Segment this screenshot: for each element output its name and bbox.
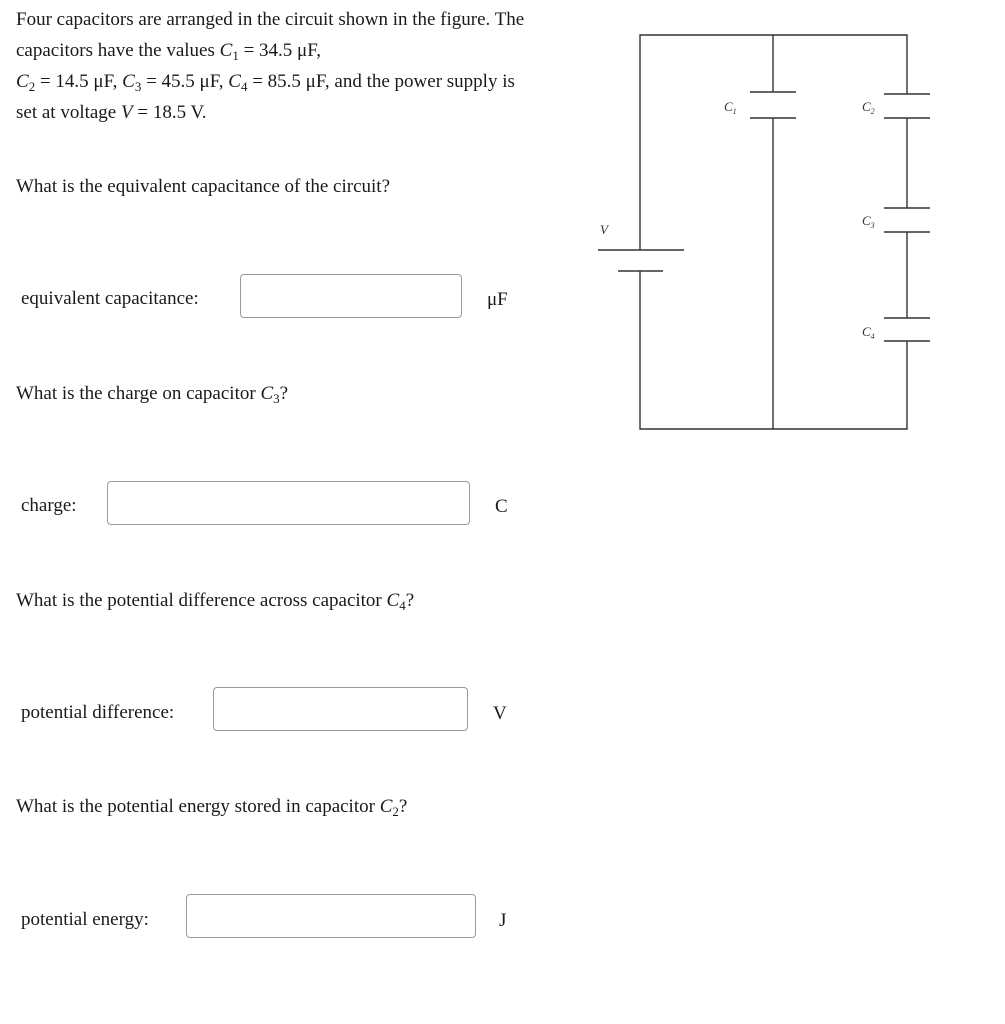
cap-letter: C: [379, 796, 393, 817]
answer-label-potential-difference: potential difference:: [21, 702, 175, 723]
capacitor-c4: [884, 318, 930, 341]
c2-value: = 14.5 μF,: [35, 71, 123, 92]
circuit-diagram: [590, 28, 940, 438]
c4-subscript: 4: [240, 79, 248, 94]
c3-label-letter: C: [862, 213, 871, 228]
c3-label-sub: 3: [870, 221, 875, 230]
potential-difference-input[interactable]: [213, 687, 468, 731]
c1-label-sub: 1: [732, 107, 737, 116]
answer-label-potential-energy: potential energy:: [21, 909, 149, 930]
question-charge-c3: [16, 382, 288, 406]
question-mark: ?: [398, 796, 408, 817]
problem-statement: [16, 4, 526, 128]
v-letter: V: [121, 102, 133, 123]
unit-joule: J: [499, 910, 507, 931]
c4-letter: C: [228, 71, 241, 92]
cap-subscript: 2: [392, 804, 399, 819]
question-text: What is the charge on capacitor: [16, 383, 261, 404]
capacitor-c1: [750, 92, 796, 118]
c2-symbol: [16, 71, 29, 92]
c1-label: [724, 99, 737, 116]
capacitor-c3: [884, 208, 930, 232]
question-mark: ?: [405, 590, 415, 611]
c3-symbol: [122, 71, 135, 92]
cap-letter: C: [260, 383, 274, 404]
v-symbol: [121, 102, 133, 123]
capacitor-c2: [884, 94, 930, 118]
answer-label-equivalent-capacitance: equivalent capacitance:: [21, 288, 199, 309]
c4-label-letter: C: [862, 324, 871, 339]
cap-symbol: [260, 383, 273, 404]
c2-letter: C: [16, 71, 29, 92]
question-text: What is the potential energy stored in capacitor: [16, 796, 380, 817]
unit-coulomb: C: [495, 496, 508, 517]
c2-label: [862, 99, 875, 116]
c3-subscript: 3: [134, 79, 142, 94]
c1-subscript: 1: [232, 48, 239, 63]
battery-symbol: [598, 240, 684, 271]
cap-letter: C: [386, 590, 400, 611]
c4-label: [862, 324, 875, 341]
question-potential-energy-c2: [16, 795, 407, 819]
c4-symbol: [228, 71, 241, 92]
c1-label-letter: C: [724, 99, 733, 114]
charge-input[interactable]: [107, 481, 470, 525]
cap-symbol: [387, 590, 400, 611]
cap-subscript: 4: [399, 598, 406, 613]
c4-value: = 85.5 μF, and the power supply is set at voltage: [16, 71, 515, 123]
question-equivalent-capacitance: [16, 175, 390, 199]
question-potential-difference-c4: [16, 589, 414, 613]
c1-letter: C: [219, 40, 233, 61]
unit-microfarad: μF: [487, 289, 508, 310]
c2-label-letter: C: [862, 99, 871, 114]
c1-value: = 34.5 μF,: [238, 40, 322, 61]
c4-label-sub: 4: [870, 332, 875, 341]
c3-letter: C: [122, 71, 135, 92]
equivalent-capacitance-input[interactable]: [240, 274, 462, 318]
potential-energy-input[interactable]: [186, 894, 476, 938]
c3-value: = 45.5 μF,: [141, 71, 229, 92]
unit-volt: V: [493, 703, 507, 724]
c2-subscript: 2: [28, 79, 36, 94]
answer-label-charge: charge:: [21, 495, 77, 516]
cap-subscript: 3: [273, 391, 280, 406]
c1-symbol: [220, 40, 233, 61]
c2-label-sub: 2: [870, 107, 875, 116]
circuit-wires: [640, 35, 907, 429]
question-text: What is the equivalent capacitance of the circuit?: [16, 176, 391, 197]
question-mark: ?: [279, 383, 289, 404]
battery-label: V: [600, 222, 608, 237]
v-value: = 18.5 V.: [132, 102, 207, 123]
c3-label: [862, 213, 875, 230]
cap-symbol: [380, 796, 393, 817]
question-text: What is the potential difference across capacitor: [16, 590, 387, 611]
intro-text: Four capacitors are arranged in the circuit shown in the figure. The capacitors have the values: [16, 9, 525, 61]
